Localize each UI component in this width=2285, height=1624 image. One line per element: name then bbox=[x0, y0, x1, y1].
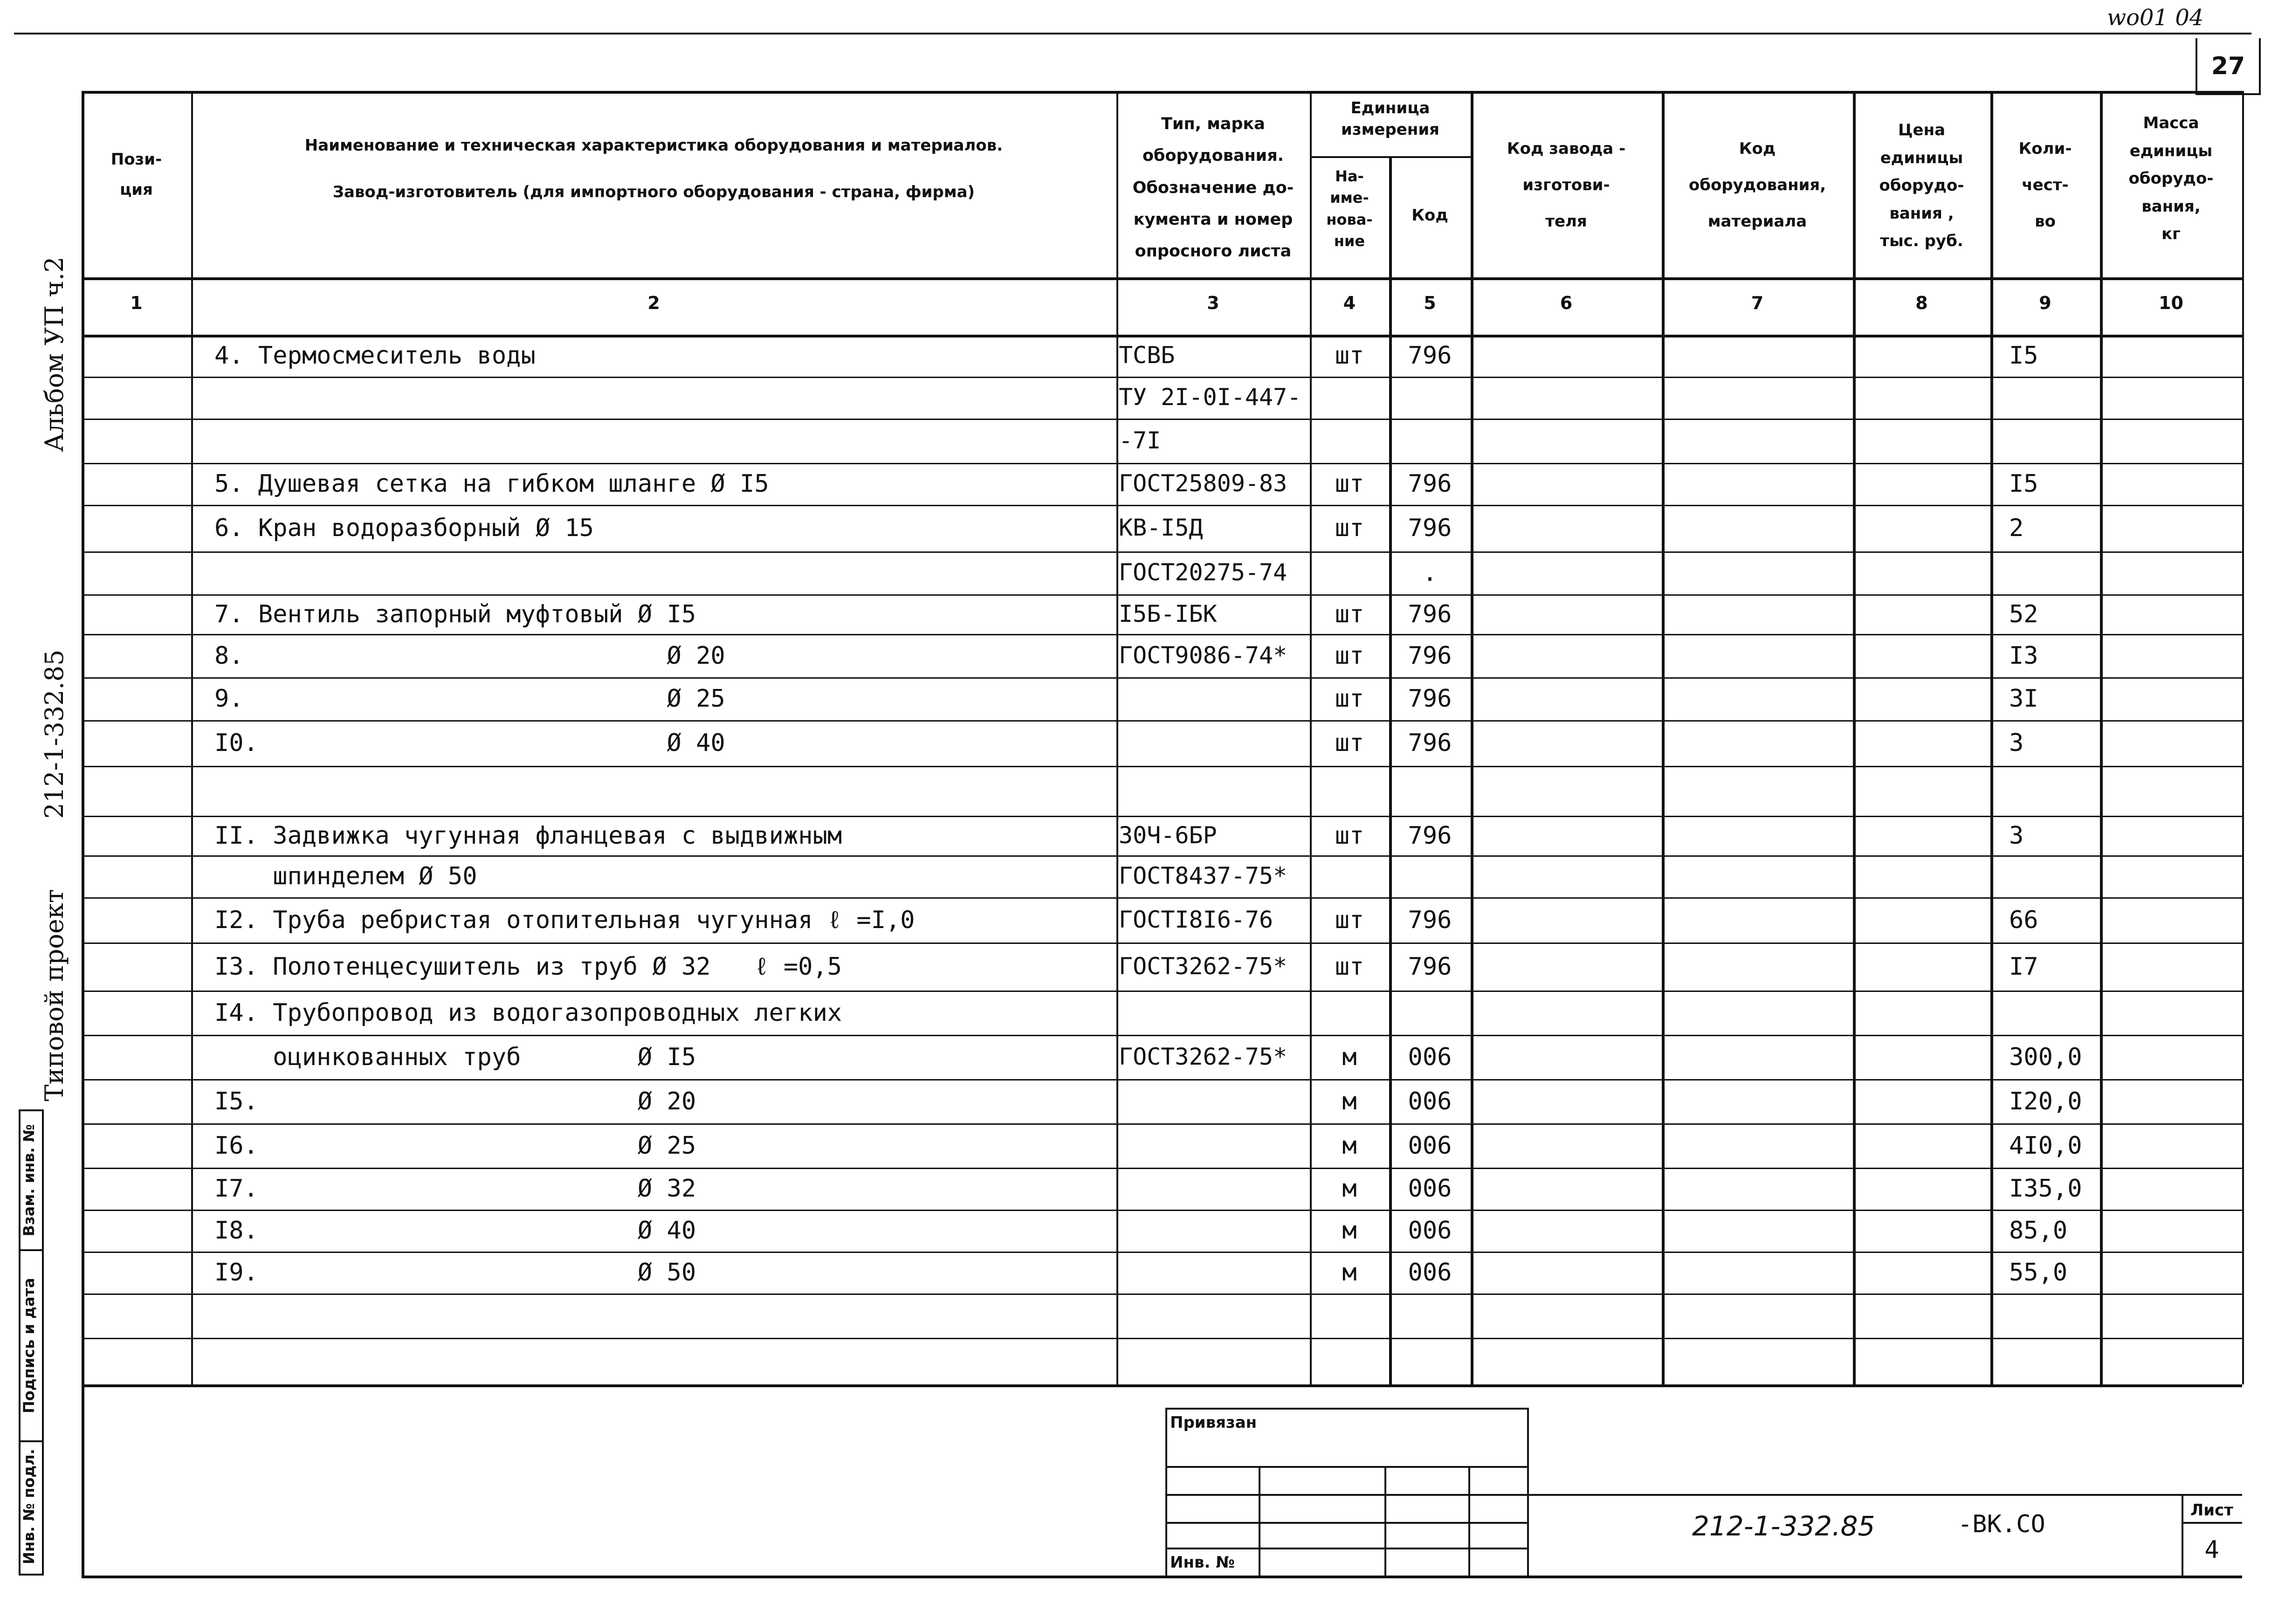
header-unit-name: На- име- нова- ние bbox=[1326, 167, 1373, 250]
row-name: I0. Ø 40 bbox=[214, 729, 725, 757]
row-name: 8. Ø 20 bbox=[214, 641, 725, 670]
column-number: 3 bbox=[1207, 293, 1219, 313]
row-unit: шт bbox=[1335, 821, 1364, 850]
header-plant-code: Код завода - изготови- теля bbox=[1507, 139, 1626, 231]
album-label: Альбом УП ч.2 bbox=[40, 256, 69, 452]
document-code: 212-1-332.85 bbox=[1692, 1510, 1875, 1542]
row-code: 796 bbox=[1408, 952, 1452, 981]
header-mass: Масса единицы оборудо- вания, кг bbox=[2128, 114, 2214, 243]
row-quantity: 300,0 bbox=[2009, 1043, 2082, 1071]
row-unit: шт bbox=[1335, 906, 1364, 934]
row-code: 796 bbox=[1408, 729, 1452, 757]
column-number: 2 bbox=[647, 293, 660, 313]
row-unit: м bbox=[1342, 1087, 1357, 1115]
row-name: шпинделем Ø 50 bbox=[214, 862, 477, 890]
row-code: 796 bbox=[1408, 342, 1452, 370]
row-quantity: I35,0 bbox=[2009, 1175, 2082, 1203]
row-name: I5. Ø 20 bbox=[214, 1087, 696, 1115]
row-type: ТСВБ bbox=[1119, 342, 1175, 369]
column-number: 8 bbox=[1915, 293, 1928, 313]
row-name: 4. Термосмеситель воды bbox=[214, 342, 536, 370]
row-type: ГОСТ3262-75* bbox=[1119, 952, 1287, 980]
column-number: 4 bbox=[1343, 293, 1356, 313]
row-code: 006 bbox=[1408, 1175, 1452, 1203]
row-type: ГОСТ8437-75* bbox=[1119, 862, 1287, 889]
header-unit-code: Код bbox=[1411, 206, 1448, 225]
row-type: I5Б-IБК bbox=[1119, 600, 1217, 627]
row-quantity: 3 bbox=[2009, 729, 2024, 757]
row-quantity: 3I bbox=[2009, 685, 2038, 713]
vzam-inv-label: Взам. инв. № bbox=[20, 1124, 38, 1237]
row-quantity: 55,0 bbox=[2009, 1259, 2068, 1287]
row-quantity: I7 bbox=[2009, 952, 2038, 981]
row-type: ГОСТI8I6-76 bbox=[1119, 906, 1273, 933]
column-number: 1 bbox=[130, 293, 143, 313]
row-code: 796 bbox=[1408, 514, 1452, 542]
podpis-data-label: Подпись и дата bbox=[20, 1278, 38, 1413]
row-quantity: I5 bbox=[2009, 470, 2038, 498]
row-name: 5. Душевая сетка на гибком шланге Ø I5 bbox=[214, 470, 769, 498]
header-name-line1: Наименование и техническая характеристика оборудования и материалов. bbox=[304, 136, 1003, 155]
row-name: I2. Труба ребристая отопительная чугунная ℓ =I,0 bbox=[214, 906, 915, 934]
title-block-top bbox=[1527, 1494, 2242, 1496]
row-name: I7. Ø 32 bbox=[214, 1175, 696, 1203]
row-unit: шт bbox=[1335, 641, 1364, 670]
column-number: 7 bbox=[1751, 293, 1764, 313]
row-name: 6. Кран водоразборный Ø 15 bbox=[214, 514, 594, 542]
row-unit: м bbox=[1342, 1259, 1357, 1287]
inv-podl-label: Инв. № подл. bbox=[20, 1449, 38, 1564]
sheet-number: 4 bbox=[2204, 1536, 2219, 1564]
row-type: 30Ч-6БР bbox=[1119, 821, 1217, 849]
row-type: ГОСТ20275-74 bbox=[1119, 559, 1287, 586]
row-code: 006 bbox=[1408, 1043, 1452, 1071]
row-unit: м bbox=[1342, 1175, 1357, 1203]
row-code: 006 bbox=[1408, 1131, 1452, 1160]
row-unit: шт bbox=[1335, 685, 1364, 713]
header-unit-group: Единица измерения bbox=[1341, 99, 1439, 139]
row-code: 796 bbox=[1408, 685, 1452, 713]
row-name: I3. Полотенцесушитель из труб Ø 32 ℓ =0,5 bbox=[214, 952, 842, 981]
row-unit: шт bbox=[1335, 470, 1364, 498]
typical-project-label: Типовой проект bbox=[40, 889, 69, 1101]
row-unit: шт bbox=[1335, 952, 1364, 981]
corner-note: wo01 04 bbox=[2107, 5, 2204, 31]
row-quantity: 85,0 bbox=[2009, 1217, 2068, 1245]
row-quantity: 3 bbox=[2009, 821, 2024, 850]
table-bottom bbox=[82, 1384, 2242, 1387]
row-type: КВ-I5Д bbox=[1119, 514, 1203, 541]
page-number: 27 bbox=[2211, 52, 2245, 80]
privyazan-label: Привязан bbox=[1170, 1413, 1257, 1432]
row-quantity: 4I0,0 bbox=[2009, 1131, 2082, 1160]
row-unit: шт bbox=[1335, 514, 1364, 542]
row-name: 9. Ø 25 bbox=[214, 685, 725, 713]
row-code: 006 bbox=[1408, 1259, 1452, 1287]
column-number: 9 bbox=[2039, 293, 2051, 313]
row-name: 7. Вентиль запорный муфтовый Ø I5 bbox=[214, 600, 696, 628]
row-code: 796 bbox=[1408, 470, 1452, 498]
row-unit: шт bbox=[1335, 600, 1364, 628]
row-unit: шт bbox=[1335, 729, 1364, 757]
row-unit: м bbox=[1342, 1131, 1357, 1160]
row-name: оцинкованных труб Ø I5 bbox=[214, 1043, 696, 1071]
project-number: 212-1-332.85 bbox=[40, 649, 69, 819]
row-name: I8. Ø 40 bbox=[214, 1217, 696, 1245]
row-quantity: 66 bbox=[2009, 906, 2038, 934]
row-type: -7I bbox=[1119, 427, 1161, 454]
row-code: 006 bbox=[1408, 1217, 1452, 1245]
header-equipment-code: Код оборудования, материала bbox=[1688, 139, 1826, 231]
row-code: 796 bbox=[1408, 906, 1452, 934]
header-type: Тип, марка оборудования. Обозначение до- кумента и номер опросного листа bbox=[1132, 115, 1294, 261]
header-quantity: Коли- чест- во bbox=[2018, 139, 2072, 231]
row-name: I4. Трубопровод из водогазопроводных легких bbox=[214, 998, 842, 1027]
top-rule bbox=[14, 33, 2251, 34]
row-code: 796 bbox=[1408, 641, 1452, 670]
row-code: 796 bbox=[1408, 821, 1452, 850]
column-number: 6 bbox=[1560, 293, 1573, 313]
row-code: 006 bbox=[1408, 1087, 1452, 1115]
header-price: Цена единицы оборудо- вания , тыс. руб. bbox=[1879, 121, 1964, 250]
document-suffix: -ВК.СО bbox=[1958, 1510, 2045, 1538]
row-name: II. Задвижка чугунная фланцевая с выдвижным bbox=[214, 821, 842, 850]
table-top-border bbox=[82, 91, 2242, 94]
inv-no-label: Инв. № bbox=[1170, 1553, 1235, 1572]
row-unit: м bbox=[1342, 1217, 1357, 1245]
row-quantity: 52 bbox=[2009, 600, 2038, 628]
row-code: . bbox=[1422, 559, 1438, 587]
row-type: ГОСТ3262-75* bbox=[1119, 1043, 1287, 1070]
row-unit: м bbox=[1342, 1043, 1357, 1071]
row-quantity: 2 bbox=[2009, 514, 2024, 542]
row-quantity: I20,0 bbox=[2009, 1087, 2082, 1115]
row-quantity: I3 bbox=[2009, 641, 2038, 670]
row-quantity: I5 bbox=[2009, 342, 2038, 370]
column-number: 10 bbox=[2159, 293, 2183, 313]
row-name: I6. Ø 25 bbox=[214, 1131, 696, 1160]
row-name: I9. Ø 50 bbox=[214, 1259, 696, 1287]
sheet-label: Лист bbox=[2190, 1501, 2233, 1520]
header-bottom bbox=[82, 277, 2242, 280]
column-number: 5 bbox=[1424, 293, 1436, 313]
number-row-bottom bbox=[82, 335, 2242, 337]
row-type: ТУ 2I-0I-447- bbox=[1119, 384, 1301, 411]
header-position: Пози- ция bbox=[110, 150, 162, 199]
row-type: ГОСТ25809-83 bbox=[1119, 470, 1287, 497]
frame-bottom-border bbox=[82, 1576, 2242, 1578]
row-code: 796 bbox=[1408, 600, 1452, 628]
header-name-line2: Завод-изготовитель (для импортного оборудования - страна, фирма) bbox=[332, 183, 975, 201]
row-unit: шт bbox=[1335, 342, 1364, 370]
row-type: ГОСТ9086-74* bbox=[1119, 641, 1287, 669]
